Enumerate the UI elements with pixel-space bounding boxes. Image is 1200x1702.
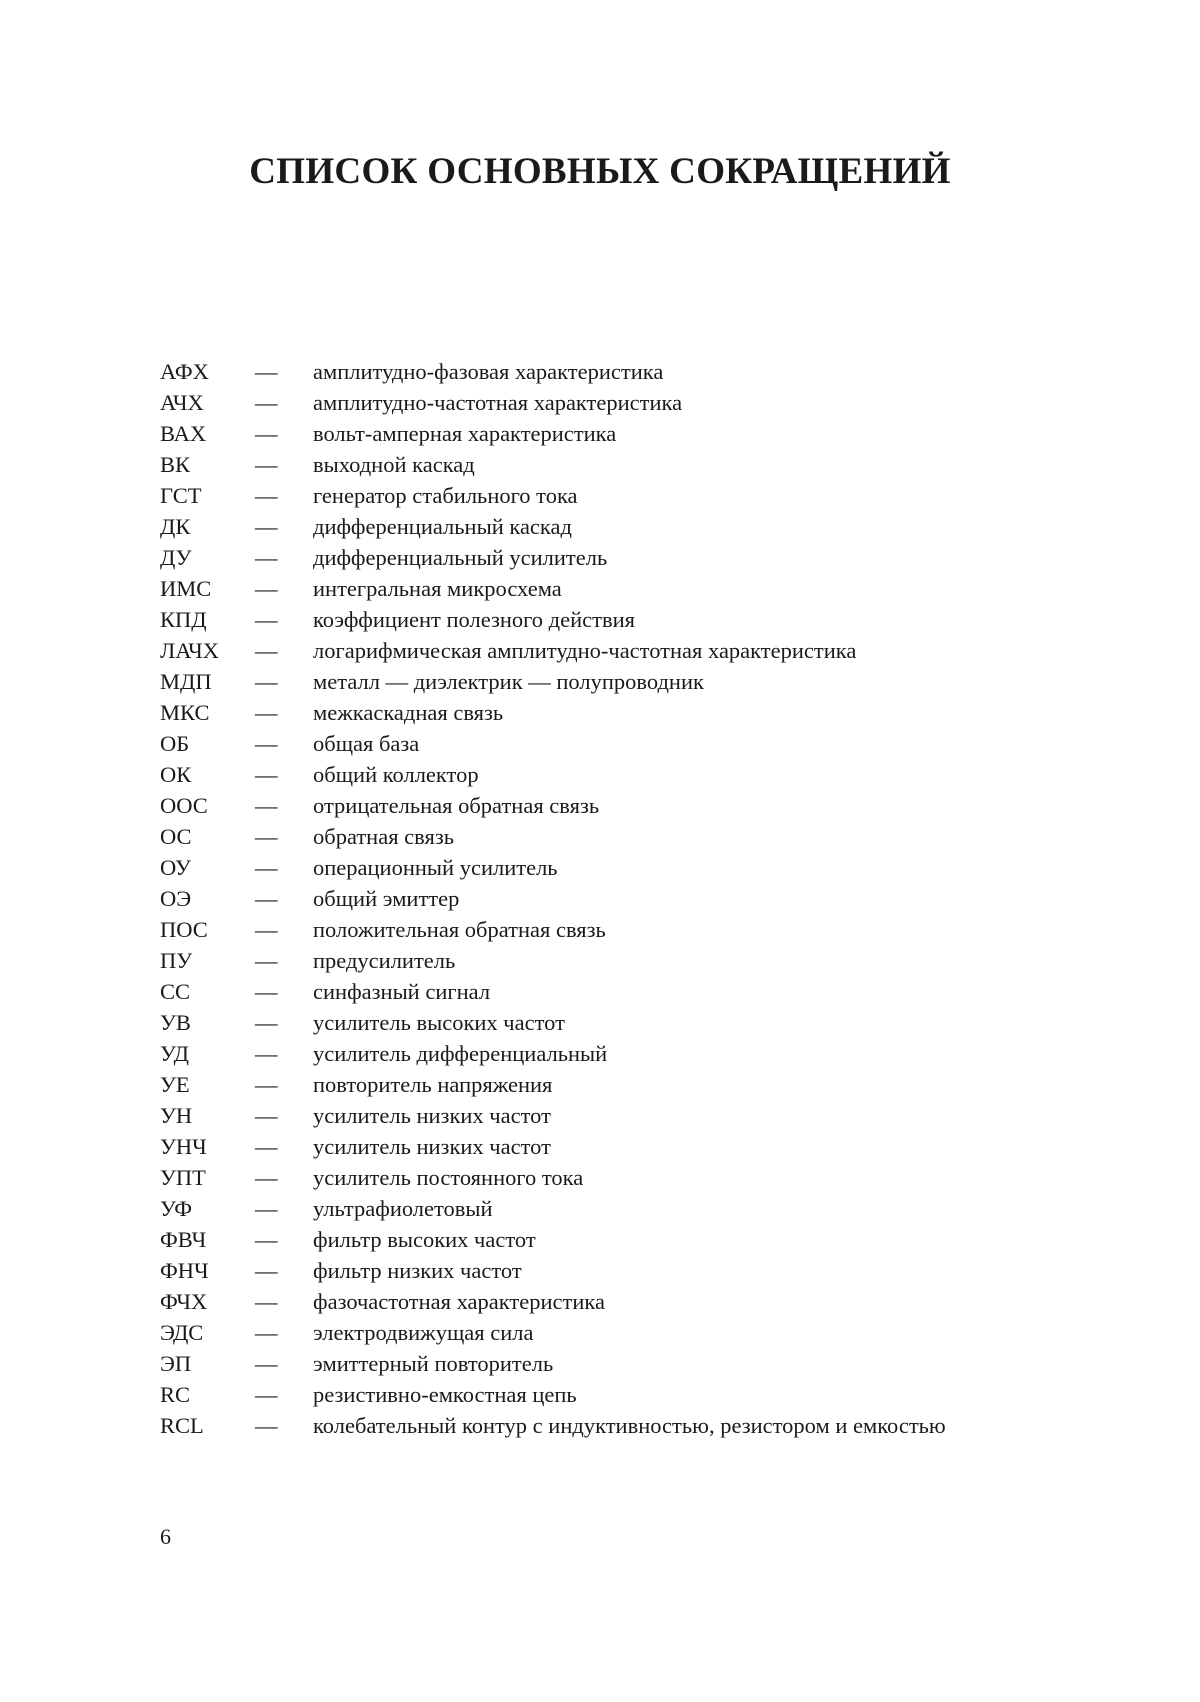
abbreviation-row: [160, 759, 1060, 790]
abbreviation-term: ОЭ: [160, 886, 192, 911]
abbreviation-term: ОУ: [160, 855, 191, 880]
abbreviation-row: [160, 914, 1060, 945]
abbreviation-row: [160, 790, 1060, 821]
abbreviation-row: [160, 1348, 1060, 1379]
abbreviation-definition: амплитудно-фазовая характеристика: [313, 359, 664, 384]
abbreviation-row: [160, 1193, 1060, 1224]
abbreviation-term: ЭП: [160, 1351, 192, 1376]
abbreviation-row: [160, 635, 1060, 666]
abbreviation-definition: фильтр низких частот: [313, 1258, 522, 1283]
abbreviation-row: [160, 542, 1060, 573]
abbreviation-term: УВ: [160, 1010, 191, 1035]
abbreviation-definition: логарифмическая амплитудно-частотная характеристика: [313, 638, 857, 663]
abbreviation-row: [160, 697, 1060, 728]
abbreviation-term: ОК: [160, 762, 192, 787]
abbreviation-dash: —: [255, 359, 278, 384]
abbreviation-term: АФХ: [160, 359, 209, 384]
abbreviation-dash: —: [255, 1382, 278, 1407]
abbreviation-term: АЧХ: [160, 390, 204, 415]
abbreviation-dash: —: [255, 948, 278, 973]
abbreviation-dash: —: [255, 762, 278, 787]
abbreviation-dash: —: [255, 1072, 278, 1097]
abbreviation-term: ИМС: [160, 576, 212, 601]
abbreviation-row: [160, 356, 1060, 387]
abbreviation-definition: металл — диэлектрик — полупроводник: [313, 669, 704, 694]
abbreviation-dash: —: [255, 421, 278, 446]
abbreviation-row: [160, 1100, 1060, 1131]
abbreviation-definition: амплитудно-частотная характеристика: [313, 390, 683, 415]
abbreviation-row: [160, 852, 1060, 883]
abbreviation-definition: усилитель постоянного тока: [313, 1165, 584, 1190]
abbreviation-dash: —: [255, 1320, 278, 1345]
abbreviation-definition: синфазный сигнал: [313, 979, 491, 1004]
abbreviation-definition: обратная связь: [313, 824, 454, 849]
abbreviation-definition: выходной каскад: [313, 452, 475, 477]
abbreviation-dash: —: [255, 793, 278, 818]
abbreviation-term: ООС: [160, 793, 208, 818]
abbreviation-definition: генератор стабильного тока: [313, 483, 578, 508]
abbreviation-term: УН: [160, 1103, 193, 1128]
abbreviation-definition: положительная обратная связь: [313, 917, 606, 942]
abbreviation-term: ПОС: [160, 917, 208, 942]
abbreviation-term: УПТ: [160, 1165, 206, 1190]
abbreviation-row: [160, 387, 1060, 418]
abbreviation-term: ФНЧ: [160, 1258, 209, 1283]
abbreviation-term: ФВЧ: [160, 1227, 207, 1252]
abbreviation-dash: —: [255, 514, 278, 539]
abbreviation-definition: колебательный контур с индуктивностью, резистором и емкостью: [313, 1413, 946, 1438]
abbreviation-definition: общий коллектор: [313, 762, 479, 787]
abbreviation-row: [160, 1007, 1060, 1038]
abbreviation-dash: —: [255, 979, 278, 1004]
abbreviation-dash: —: [255, 669, 278, 694]
abbreviation-definition: электродвижущая сила: [313, 1320, 534, 1345]
abbreviation-dash: —: [255, 824, 278, 849]
abbreviation-row: [160, 945, 1060, 976]
abbreviation-row: [160, 1379, 1060, 1410]
abbreviation-term: ФЧХ: [160, 1289, 208, 1314]
abbreviation-term: МКС: [160, 700, 210, 725]
abbreviation-term: ПУ: [160, 948, 193, 973]
abbreviation-term: ДК: [160, 514, 191, 539]
abbreviation-row: [160, 1286, 1060, 1317]
abbreviation-row: [160, 1224, 1060, 1255]
abbreviation-definition: повторитель напряжения: [313, 1072, 553, 1097]
abbreviation-term: ВК: [160, 452, 191, 477]
abbreviation-term: ДУ: [160, 545, 192, 570]
abbreviation-dash: —: [255, 638, 278, 663]
abbreviation-definition: фильтр высоких частот: [313, 1227, 536, 1252]
abbreviation-dash: —: [255, 886, 278, 911]
abbreviation-dash: —: [255, 1289, 278, 1314]
abbreviation-dash: —: [255, 1165, 278, 1190]
abbreviation-list: [160, 356, 1060, 1441]
abbreviation-term: ГСТ: [160, 483, 202, 508]
abbreviation-dash: —: [255, 731, 278, 756]
abbreviation-term: УНЧ: [160, 1134, 207, 1159]
abbreviation-definition: общая база: [313, 731, 420, 756]
abbreviation-dash: —: [255, 1227, 278, 1252]
abbreviation-definition: резистивно-емкостная цепь: [313, 1382, 577, 1407]
abbreviation-dash: —: [255, 917, 278, 942]
abbreviation-row: [160, 511, 1060, 542]
abbreviation-definition: усилитель высоких частот: [313, 1010, 565, 1035]
abbreviation-row: [160, 1410, 1060, 1441]
abbreviation-row: [160, 1131, 1060, 1162]
abbreviation-term: RCL: [160, 1413, 204, 1438]
abbreviation-dash: —: [255, 545, 278, 570]
page-title: СПИСОК ОСНОВНЫХ СОКРАЩЕНИЙ: [249, 151, 951, 192]
abbreviation-row: [160, 821, 1060, 852]
abbreviation-definition: дифференциальный усилитель: [313, 545, 608, 570]
abbreviation-row: [160, 1038, 1060, 1069]
abbreviation-row: [160, 1255, 1060, 1286]
abbreviation-dash: —: [255, 607, 278, 632]
abbreviation-dash: —: [255, 1413, 278, 1438]
abbreviation-dash: —: [255, 1196, 278, 1221]
abbreviation-row: [160, 418, 1060, 449]
abbreviation-dash: —: [255, 1351, 278, 1376]
abbreviation-term: УЕ: [160, 1072, 190, 1097]
abbreviation-row: [160, 449, 1060, 480]
abbreviation-term: ОС: [160, 824, 192, 849]
abbreviation-definition: предусилитель: [313, 948, 456, 973]
abbreviation-row: [160, 604, 1060, 635]
abbreviation-row: [160, 1162, 1060, 1193]
abbreviation-dash: —: [255, 700, 278, 725]
abbreviation-dash: —: [255, 1103, 278, 1128]
abbreviation-definition: общий эмиттер: [313, 886, 460, 911]
abbreviation-definition: операционный усилитель: [313, 855, 558, 880]
abbreviation-term: МДП: [160, 669, 212, 694]
abbreviation-row: [160, 573, 1060, 604]
abbreviation-row: [160, 883, 1060, 914]
abbreviation-row: [160, 666, 1060, 697]
abbreviation-row: [160, 1317, 1060, 1348]
abbreviation-definition: усилитель низких частот: [313, 1103, 551, 1128]
abbreviation-dash: —: [255, 452, 278, 477]
abbreviation-dash: —: [255, 390, 278, 415]
abbreviation-row: [160, 480, 1060, 511]
abbreviation-term: СС: [160, 979, 191, 1004]
abbreviation-dash: —: [255, 576, 278, 601]
abbreviation-row: [160, 976, 1060, 1007]
abbreviation-dash: —: [255, 1258, 278, 1283]
abbreviation-row: [160, 728, 1060, 759]
abbreviation-definition: межкаскадная связь: [313, 700, 504, 725]
abbreviation-definition: усилитель дифференциальный: [313, 1041, 608, 1066]
abbreviation-term: УФ: [160, 1196, 193, 1221]
abbreviation-term: ЭДС: [160, 1320, 204, 1345]
abbreviation-definition: вольт-амперная характеристика: [313, 421, 617, 446]
abbreviation-term: ВАХ: [160, 421, 207, 446]
abbreviation-row: [160, 1069, 1060, 1100]
abbreviation-definition: фазочастотная характеристика: [313, 1289, 605, 1314]
abbreviation-dash: —: [255, 483, 278, 508]
abbreviation-definition: эмиттерный повторитель: [313, 1351, 554, 1376]
abbreviation-definition: отрицательная обратная связь: [313, 793, 600, 818]
page-number: 6: [160, 1524, 171, 1549]
abbreviation-definition: интегральная микросхема: [313, 576, 562, 601]
abbreviation-dash: —: [255, 1010, 278, 1035]
abbreviation-definition: ультрафиолетовый: [313, 1196, 493, 1221]
abbreviation-term: УД: [160, 1041, 190, 1066]
abbreviation-dash: —: [255, 1041, 278, 1066]
abbreviation-dash: —: [255, 855, 278, 880]
abbreviation-term: КПД: [160, 607, 207, 632]
abbreviation-definition: усилитель низких частот: [313, 1134, 551, 1159]
abbreviation-definition: коэффициент полезного действия: [313, 607, 635, 632]
abbreviation-term: RC: [160, 1382, 191, 1407]
abbreviation-term: ОБ: [160, 731, 190, 756]
abbreviation-dash: —: [255, 1134, 278, 1159]
abbreviation-definition: дифференциальный каскад: [313, 514, 572, 539]
abbreviation-term: ЛАЧХ: [160, 638, 219, 663]
